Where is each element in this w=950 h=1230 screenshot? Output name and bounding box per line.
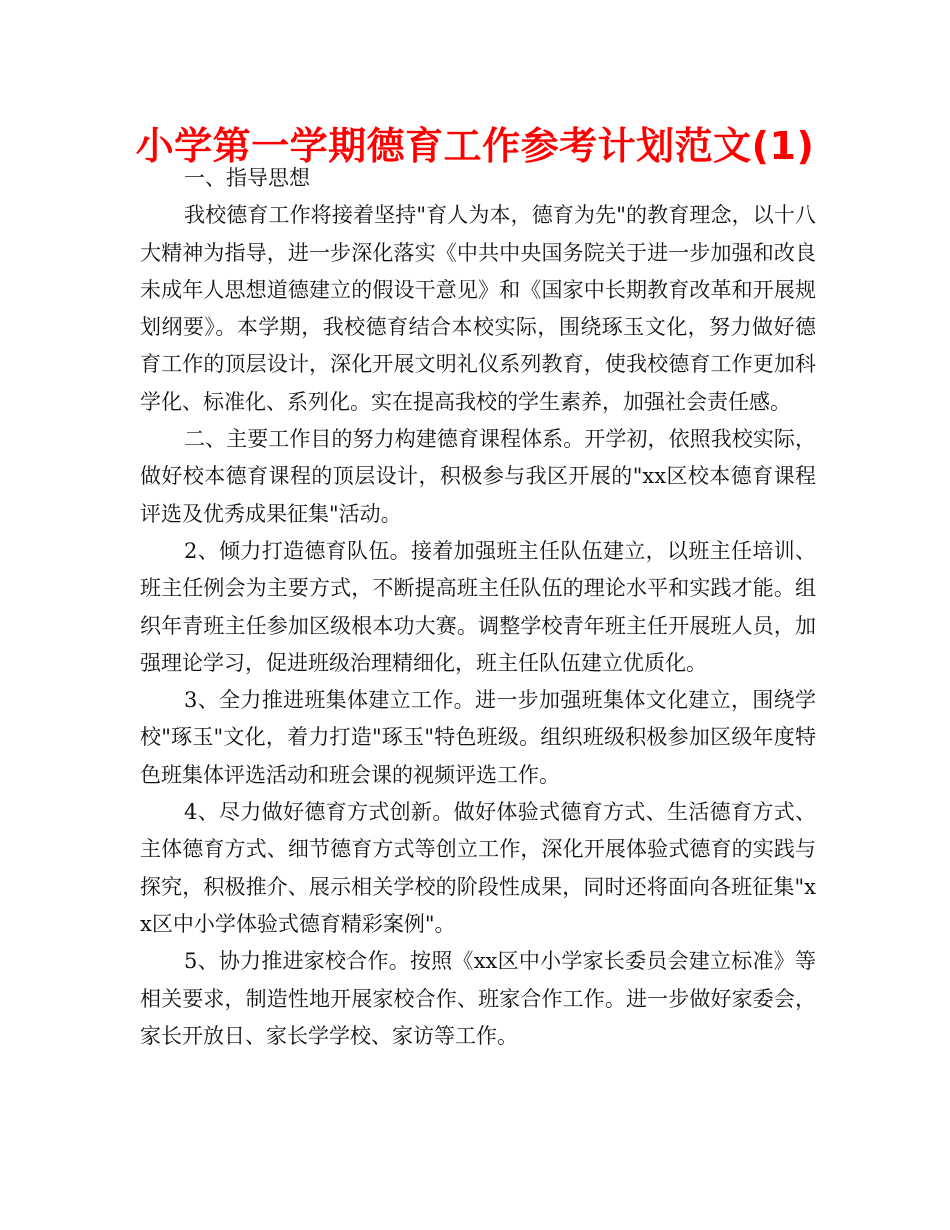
document-title: 小学第一学期德育工作参考计划范文(1) bbox=[135, 124, 815, 168]
document-body bbox=[140, 160, 816, 1055]
paragraph-guiding-ideology: 我校德育工作将接着坚持"育人为本，德育为先"的教育理念，以十八大精神为指导，进一步深化落实《中共中央国务院关于进一步加强和改良未成年人思想道德建立的假设干意见》和《国家中长期教育改革和开展规划纲要》。本学期，我校德育结合本校实际，围绕琢玉文化，努力做好德育工作的顶层设计，深化开展文明礼仪系列教育，使我校德育工作更加科学化、标准化、系列化。实在提高我校的学生素养，加强社会责任感。 bbox=[140, 203, 816, 414]
paragraph-main-goals: 二、主要工作目的努力构建德育课程体系。开学初，依照我校实际，做好校本德育课程的顶层设计，积极参与我区开展的"xx区校本德育课程评选及优秀成果征集"活动。 bbox=[140, 427, 816, 526]
paragraph-moral-education-innovation: 4、尽力做好德育方式创新。做好体验式德育方式、生活德育方式、主体德育方式、细节德育方式等创立工作，深化开展体验式德育的实践与探究，积极推介、展示相关学校的阶段性成果，同时还将面向各班征集"xx区中小学体验式德育精彩案例"。 bbox=[140, 800, 816, 936]
paragraph-home-school-cooperation: 5、协力推进家校合作。按照《xx区中小学家长委员会建立标准》等相关要求，制造性地开展家校合作、班家合作工作。进一步做好家委会，家长开放日、家长学学校、家访等工作。 bbox=[140, 949, 816, 1048]
section-heading-guiding-ideology: 一、指导思想 bbox=[184, 166, 310, 190]
paragraph-teacher-team: 2、倾力打造德育队伍。接着加强班主任队伍建立，以班主任培训、班主任例会为主要方式，不断提高班主任队伍的理论水平和实践才能。组织年青班主任参加区级根本功大赛。调整学校青年班主任开展班人员，加强理论学习，促进班级治理精细化，班主任队伍建立优质化。 bbox=[140, 538, 816, 675]
paragraph-class-collective: 3、全力推进班集体建立工作。进一步加强班集体文化建立，围绕学校"琢玉"文化，着力打造"琢玉"特色班级。组织班级积极参加区级年度特色班集体评选活动和班会课的视频评选工作。 bbox=[140, 688, 816, 787]
